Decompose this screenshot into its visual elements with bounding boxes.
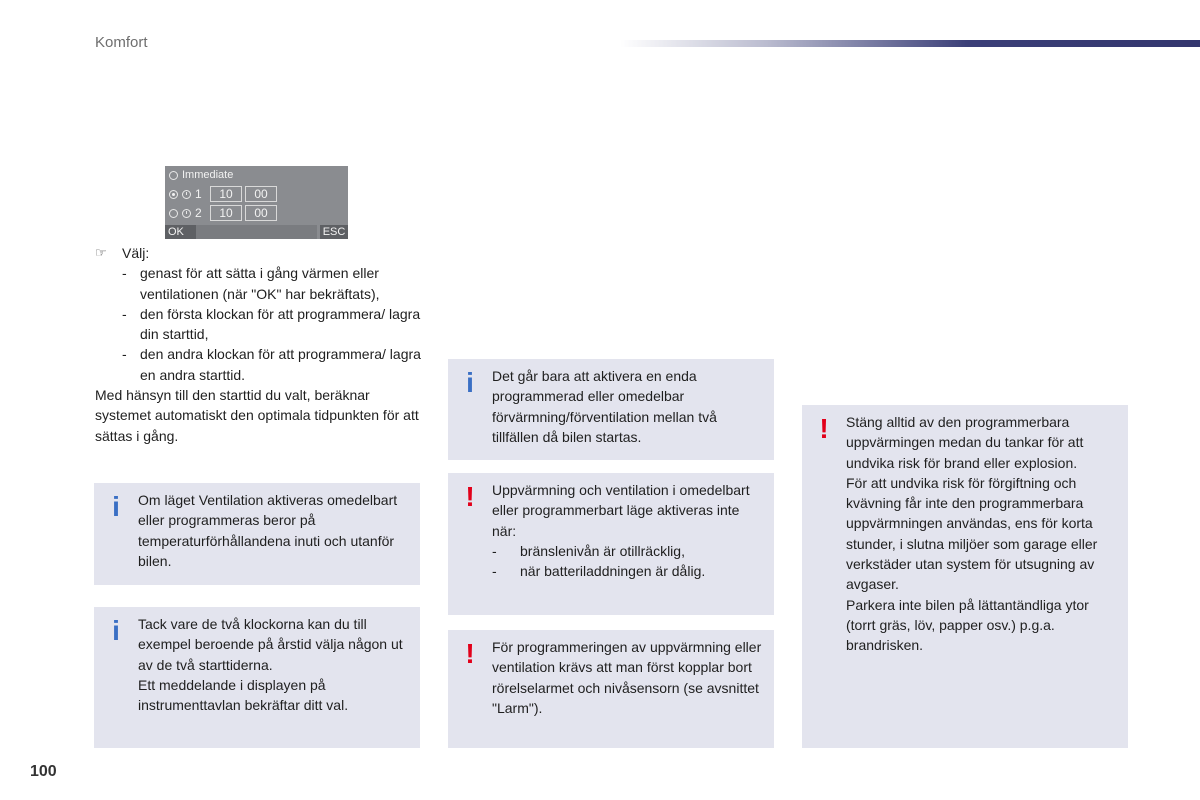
warning-text: Stäng alltid av den programmerbara uppvärmingen medan du tankar för att undvika risk för brand eller explosion. För att undvika risk för förgiftning och kvävning får inte den programmerbara uppvärmningen användas, ens för korta stunder, i slutna miljöer som garage eller verkstäder utan system för utsugning av avgaser. Parkera inte bilen på lättantändliga ytor (torrt gräs, löv, papper osv.) p.g.a. brandrisken.: [846, 414, 1098, 654]
pointing-hand-icon: ☞: [95, 245, 107, 260]
instructions: [95, 243, 425, 446]
clock1-hour: 10: [210, 186, 242, 202]
info-icon: i: [112, 615, 120, 646]
list-item: - den första klockan för att programmera/ lagra din starttid,: [95, 304, 425, 345]
info-box-single-preheat: [448, 359, 774, 460]
info-text: Tack vare de två klockorna kan du till exempel beroende på årstid välja någon ut av de två starttiderna. Ett meddelande i displayen på instrumenttavlan bekräftar ditt val.: [138, 616, 403, 714]
clock2-hour: 10: [210, 205, 242, 221]
instruction-summary: Med hänsyn till den starttid du valt, beräknar systemet automatiskt den optimala tidpunkten för att sättas i gång.: [95, 387, 419, 444]
instruction-lead: [95, 243, 425, 263]
warning-box-refuel: [802, 405, 1128, 748]
warning-icon: !: [465, 481, 475, 512]
info-text: Det går bara att aktivera en enda programmerad eller omedelbar förvärmning/förventilation mellan två tillfällen då bilen startas.: [492, 368, 717, 445]
info-text: Om läget Ventilation aktiveras omedelbart eller programmeras beror på temperaturförhållandena inuti och utanför bilen.: [138, 492, 398, 569]
page-number: 100: [30, 763, 57, 780]
list-item: - genast för att sätta i gång värmen eller ventilationen (när "OK" har bekräftats),: [95, 263, 425, 304]
warning-box-alarm: [448, 630, 774, 748]
header-bar: [620, 40, 1200, 47]
list-item-text: bränslenivån är otillräcklig,: [520, 542, 685, 559]
warning-icon: !: [465, 638, 475, 669]
ok-label: OK: [165, 225, 196, 239]
clock2-row: [169, 205, 277, 221]
clock1-minute: 00: [245, 186, 277, 202]
section-title: Komfort: [95, 34, 148, 51]
list-item-text: när batteriladdningen är dålig.: [520, 563, 706, 580]
info-icon: i: [112, 491, 120, 522]
info-box-two-clocks: [94, 607, 420, 748]
warning-text: För programmeringen av uppvärmning eller ventilation krävs att man först kopplar bort rörelselarmet och nivåsensorn (se avsnittet "Larm").: [492, 639, 762, 716]
radio-icon: [169, 209, 178, 218]
display-screenshot: [165, 166, 348, 239]
instruction-lead-text: Välj:: [122, 245, 150, 261]
clock-icon: [182, 209, 191, 218]
condition-list: [492, 541, 766, 582]
clock1-number: 1: [195, 187, 202, 201]
clock1-row: [169, 186, 277, 202]
list-item: - den andra klockan för att programmera/ lagra en andra starttid.: [95, 344, 425, 385]
immediate-row: [169, 167, 233, 183]
radio-icon: [169, 171, 178, 180]
instruction-list: [95, 263, 425, 385]
warning-box-conditions: [448, 473, 774, 615]
info-icon: i: [466, 367, 474, 398]
clock2-minute: 00: [245, 205, 277, 221]
list-item: - bränslenivån är otillräcklig,: [492, 541, 766, 561]
warning-text: Uppvärmning och ventilation i omedelbart eller programmerbart läge aktiveras inte när:: [492, 482, 750, 539]
esc-label: ESC: [320, 225, 348, 239]
list-item-text: genast för att sätta i gång värmen eller ventilationen (när "OK" har bekräftats),: [140, 265, 380, 302]
clock2-number: 2: [195, 206, 202, 220]
list-item-text: den första klockan för att programmera/ lagra din starttid,: [140, 305, 421, 343]
clock-icon: [182, 190, 191, 199]
immediate-label: Immediate: [182, 169, 234, 181]
display-bottom-strip: [196, 225, 317, 239]
info-box-ventilation: [94, 483, 420, 585]
warning-icon: !: [819, 413, 829, 444]
list-item-text: den andra klockan för att programmera/ lagra en andra starttid.: [140, 346, 421, 383]
warning-content: [492, 480, 766, 581]
list-item: - när batteriladdningen är dålig.: [492, 561, 766, 581]
radio-selected-icon: [169, 190, 178, 199]
